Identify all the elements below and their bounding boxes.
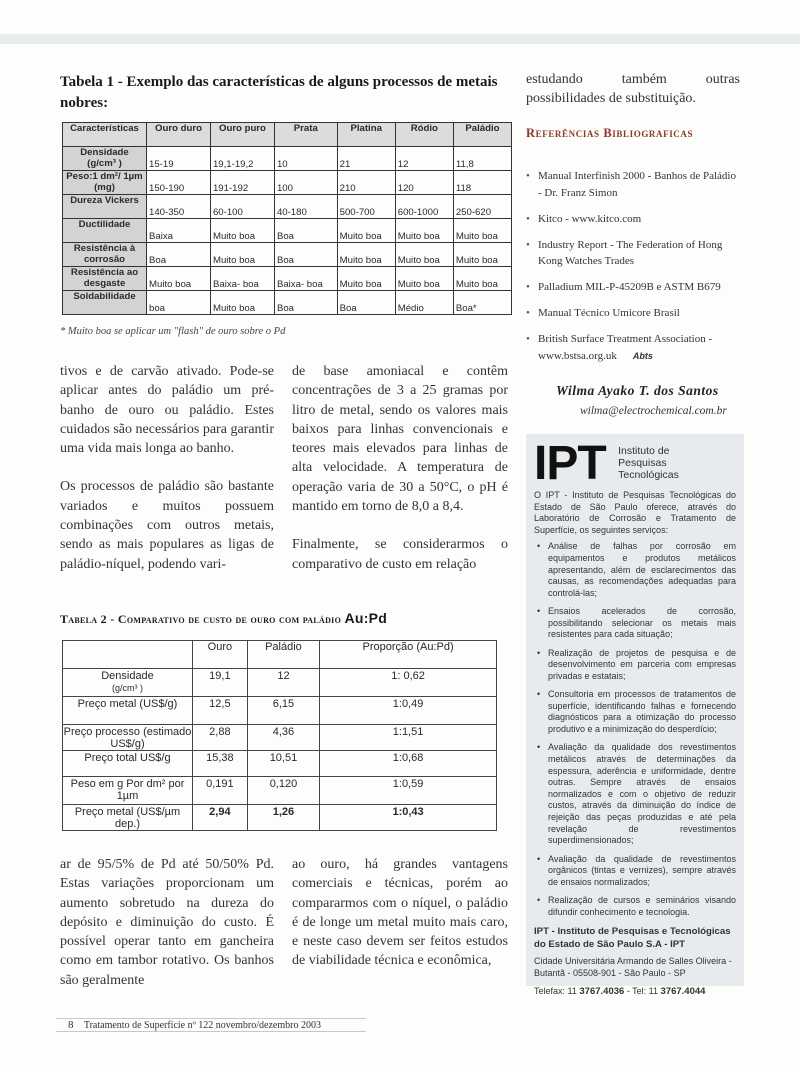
table2-row-label bbox=[63, 805, 193, 831]
table2-row-label bbox=[63, 751, 193, 777]
table1-header: Ródio bbox=[395, 123, 453, 147]
paragraph: Finalmente, se considerarmos o comparativo de custo em relação bbox=[292, 537, 508, 572]
table1-row-label: Dureza Vickers bbox=[63, 195, 147, 219]
table1-cell: Baixa- boa bbox=[274, 267, 337, 291]
table2-header: Paládio bbox=[247, 641, 319, 669]
ipt-service-item: • Realização de cursos e seminários visando difundir conhecimento e tecnologia. bbox=[534, 895, 736, 918]
table1-header: Paládio bbox=[453, 123, 511, 147]
table2-cell: 6,15 bbox=[247, 697, 319, 725]
ipt-tel-sep: - Tel: 11 bbox=[626, 986, 659, 997]
table2-row-label-sub: (g/cm³ ) bbox=[112, 683, 143, 693]
table2-cell: 2,94 bbox=[193, 805, 248, 831]
table1-cell: 10 bbox=[274, 147, 337, 171]
ipt-tel-number: 3767.4036 bbox=[579, 986, 625, 998]
ipt-institute-line: Tecnológicas bbox=[618, 469, 679, 481]
table2-row-label-text: Densidade bbox=[101, 670, 154, 682]
table1-cell: Muito boa bbox=[395, 267, 453, 291]
ipt-service-item: • Avaliação da qualidade de revestimentos orgânicos (tintas e vernizes), sempre através de ensaios normalizados; bbox=[534, 854, 736, 889]
ipt-service-item: • Consultoria em processos de tratamentos de superfície, identificando falhas e fornecendo diagnósticos para a otimização do processo produtivo e a minimização do desperdício; bbox=[534, 689, 736, 735]
ipt-service-item: • Ensaios acelerados de corrosão, possibilitando selecionar os metais mais resistentes para cada situação; bbox=[534, 606, 736, 641]
table1-cell: boa bbox=[147, 291, 211, 315]
table1-header: Ouro puro bbox=[210, 123, 274, 147]
references-heading: Referências Bibliograficas bbox=[526, 126, 694, 140]
table1-cell: Muito boa bbox=[337, 243, 395, 267]
table1-cell: 60-100 bbox=[210, 195, 274, 219]
ipt-institute-name bbox=[618, 445, 679, 481]
table1-cell: Boa bbox=[147, 243, 211, 267]
table2 bbox=[62, 640, 497, 831]
table1-cell: 210 bbox=[337, 171, 395, 195]
table1-cell: Boa bbox=[274, 219, 337, 243]
ipt-services bbox=[534, 541, 736, 918]
table2-cell: 4,36 bbox=[247, 725, 319, 751]
ipt-org-name: IPT - Instituto de Pesquisas e Tecnológicas do Estado de São Paulo S.A - IPT bbox=[534, 926, 731, 951]
ipt-service-item: • Avaliação da qualidade dos revestimentos metálicos através de determinações da espessura, aderência e uniformidade, dentre outras. Sempre através de ensaios normalizados e com o objetivo de reduzir custos, através da diminuição do índice de rejeição das peças produzidas e até pela revelação de revestimentos superdimensionados; bbox=[534, 742, 736, 846]
table2-row bbox=[63, 669, 497, 697]
paragraph: ao ouro, há grandes vantagens comerciais e técnicas, porém ao compararmos com o níquel, o paládio é de longe um metal muito mais caro, e neste caso devem ser feitos estudos de viabilidade técnica e econômica, bbox=[292, 857, 508, 969]
table1-header: Platina bbox=[337, 123, 395, 147]
table2-cell: 1:0,43 bbox=[320, 805, 497, 831]
table2-cell: 10,51 bbox=[247, 751, 319, 777]
reference-text: British Surface Treatment Association - www.bstsa.org.uk bbox=[538, 333, 713, 362]
ipt-address: Cidade Universitária Armando de Salles Oliveira - Butantã - 05508-901 - São Paulo - SP bbox=[534, 956, 732, 978]
table2-row bbox=[63, 751, 497, 777]
table1-row bbox=[63, 243, 512, 267]
table2-cell: 19,1 bbox=[193, 669, 248, 697]
table2-cell: 1:0,49 bbox=[320, 697, 497, 725]
ipt-phone bbox=[534, 985, 736, 998]
table1-row-label: Resistência à corrosão bbox=[63, 243, 147, 267]
table1-cell: 100 bbox=[274, 171, 337, 195]
table1-cell: 600-1000 bbox=[395, 195, 453, 219]
ipt-service-item: • Realização de projetos de pesquisa e de desenvolvimento em parceria com empresas privadas e estatais; bbox=[534, 648, 736, 683]
reference-item: • Kitco - www.kitco.com bbox=[526, 211, 740, 228]
table1-cell: Muito boa bbox=[337, 267, 395, 291]
table1-cell: 12 bbox=[395, 147, 453, 171]
table2-cell: 0,120 bbox=[247, 777, 319, 805]
table1-row bbox=[63, 195, 512, 219]
table2-row-label bbox=[63, 725, 193, 751]
ipt-header bbox=[534, 437, 736, 490]
table1-cell: Baixa bbox=[147, 219, 211, 243]
page-footer bbox=[56, 1018, 366, 1032]
table2-row-label-text: Preço total US$/g bbox=[84, 752, 171, 764]
table2-title-suffix: Au:Pd bbox=[344, 610, 388, 626]
table2-row-label-text: Peso em g Por dm² por 1µm bbox=[70, 778, 185, 802]
table2-cell: 12,5 bbox=[193, 697, 248, 725]
table1-cell: 40-180 bbox=[274, 195, 337, 219]
table1-cell: Muito boa bbox=[395, 219, 453, 243]
table2-title bbox=[60, 610, 387, 627]
ipt-tel-label: Telefax: 11 bbox=[534, 986, 577, 997]
ipt-box bbox=[526, 434, 744, 998]
table1-cell: Boa bbox=[274, 243, 337, 267]
table2-cell: 1:0,68 bbox=[320, 751, 497, 777]
table2-cell: 1,26 bbox=[247, 805, 319, 831]
table1-cell: 15-19 bbox=[147, 147, 211, 171]
table2-header: Proporção (Au:Pd) bbox=[320, 641, 497, 669]
table2-header: Ouro bbox=[193, 641, 248, 669]
reference-item: • Manual Técnico Umicore Brasil bbox=[526, 305, 740, 322]
column1-top bbox=[60, 362, 274, 574]
table1-cell: Boa bbox=[274, 291, 337, 315]
table1-cell: 250-620 bbox=[453, 195, 511, 219]
table1-cell: 191-192 bbox=[210, 171, 274, 195]
column2-bottom bbox=[292, 855, 508, 971]
reference-item bbox=[526, 331, 740, 364]
page-number: 8 bbox=[68, 1019, 74, 1031]
table1-row bbox=[63, 267, 512, 291]
table2-cell: 1: 0,62 bbox=[320, 669, 497, 697]
table1-footnote: * Muito boa se aplicar um "flash" de ouro sobre o Pd bbox=[60, 326, 286, 337]
table2-header bbox=[63, 641, 193, 669]
table2-row-label bbox=[63, 669, 193, 697]
table2-cell: 2,88 bbox=[193, 725, 248, 751]
table1-row-label: Ductilidade bbox=[63, 219, 147, 243]
table1-cell: 118 bbox=[453, 171, 511, 195]
table1 bbox=[62, 122, 512, 315]
table2-row-label-text: Preço metal (US$/g) bbox=[77, 698, 178, 710]
table1-cell: 120 bbox=[395, 171, 453, 195]
table1-title: Tabela 1 - Exemplo das características de alguns processos de metais nobres: bbox=[60, 74, 498, 111]
reference-item: • Palladium MIL-P-45209B e ASTM B679 bbox=[526, 279, 740, 296]
reference-item: • Industry Report - The Federation of Hong Kong Watches Trades bbox=[526, 237, 740, 270]
table1-row bbox=[63, 291, 512, 315]
table2-row-label-text: Preço processo (estimado US$/g) bbox=[63, 726, 192, 750]
table1-row-label: Soldabilidade bbox=[63, 291, 147, 315]
author-name: Wilma Ayako T. dos Santos bbox=[556, 383, 719, 398]
table2-title-text: Tabela 2 - Comparativo de custo de ouro com paládio bbox=[60, 612, 342, 626]
references-list bbox=[526, 168, 740, 374]
table2-row bbox=[63, 697, 497, 725]
table2-cell: 1:0,59 bbox=[320, 777, 497, 805]
ipt-institute-line: Instituto de bbox=[618, 445, 670, 457]
table1-cell: 150-190 bbox=[147, 171, 211, 195]
table2-row bbox=[63, 777, 497, 805]
author-email: wilma@electrochemical.com.br bbox=[580, 405, 727, 417]
ipt-tel-number: 3767.4044 bbox=[660, 986, 706, 998]
table1-row bbox=[63, 219, 512, 243]
table1-cell: Muito boa bbox=[210, 219, 274, 243]
table1-cell: 19,1-19,2 bbox=[210, 147, 274, 171]
table1-cell: Muito boa bbox=[453, 219, 511, 243]
paragraph: de base amoniacal e contêm concentrações de 3 a 25 gramas por litro de metal, sendo os valores mais baixos para linhas convencionais e teores mais elevados para linhas de alta velocidade. A temperatura de operação varia de 30 a 50°C, o pH é mantido em torno de 8,0 a 8,4. bbox=[292, 364, 508, 515]
table1-cell: Médio bbox=[395, 291, 453, 315]
right-intro-text: estudando também outras possibilidades de substituição. bbox=[526, 72, 740, 106]
top-band bbox=[0, 34, 800, 44]
ipt-service-item: • Análise de falhas por corrosão em equipamentos e produtos metálicos apresentando, além de esclarecimentos das causas, as recomendações adequadas para controlá-las; bbox=[534, 541, 736, 599]
table1-cell: Boa bbox=[337, 291, 395, 315]
paragraph: tivos e de carvão ativado. Pode-se aplicar antes do paládio um pré-banho de ouro ou paládio. Estes cuidados são necessários para garantir uma vida mais longa ao banho. bbox=[60, 364, 274, 457]
table1-cell: Muito boa bbox=[453, 267, 511, 291]
table1-cell: Muito boa bbox=[147, 267, 211, 291]
table1-header: Características bbox=[63, 123, 147, 147]
ipt-logo: IPT bbox=[534, 437, 606, 490]
table2-cell: 1:1,51 bbox=[320, 725, 497, 751]
column1-bottom bbox=[60, 855, 274, 990]
table1-cell: Baixa- boa bbox=[210, 267, 274, 291]
table1-row bbox=[63, 171, 512, 195]
abts-logo: Abts bbox=[632, 350, 653, 361]
table1-header: Ouro duro bbox=[147, 123, 211, 147]
table2-cell: 0,191 bbox=[193, 777, 248, 805]
table2-cell: 15,38 bbox=[193, 751, 248, 777]
table2-row-label bbox=[63, 697, 193, 725]
table1-row-label: Densidade (g/cm³ ) bbox=[63, 147, 147, 171]
table1-cell: 500-700 bbox=[337, 195, 395, 219]
table1-cell: Muito boa bbox=[210, 243, 274, 267]
reference-item: • Manual Interfinish 2000 - Banhos de Paládio - Dr. Franz Simon bbox=[526, 168, 740, 201]
table2-row-label-text: Preço metal (US$/µm dep.) bbox=[74, 806, 181, 830]
table1-cell: Muito boa bbox=[337, 219, 395, 243]
paragraph: ar de 95/5% de Pd até 50/50% Pd. Estas variações proporcionam um aumento sobretudo na dureza do depósito e diminuição do custo. É possível operar tanto em gancheira como em tambor rotativo. Os banhos são geralmente bbox=[60, 857, 274, 988]
table1-cell: Boa* bbox=[453, 291, 511, 315]
table2-cell: 12 bbox=[247, 669, 319, 697]
table1-row bbox=[63, 147, 512, 171]
table1-row-label: Resistência ao desgaste bbox=[63, 267, 147, 291]
table1-row-label: Peso:1 dm²/ 1µm (mg) bbox=[63, 171, 147, 195]
column2-top bbox=[292, 362, 508, 574]
table1-cell: 21 bbox=[337, 147, 395, 171]
table2-row bbox=[63, 725, 497, 751]
table1-header: Prata bbox=[274, 123, 337, 147]
table2-row bbox=[63, 805, 497, 831]
ipt-institute-line: Pesquisas bbox=[618, 457, 667, 469]
paragraph: Os processos de paládio são bastante variados e muitos possuem combinações com outros metais, sendo as mais populares as ligas de paládio-níquel, podendo vari- bbox=[60, 479, 274, 572]
table2-row-label bbox=[63, 777, 193, 805]
table1-cell: Muito boa bbox=[395, 243, 453, 267]
table1-cell: 140-350 bbox=[147, 195, 211, 219]
table1-cell: Muito boa bbox=[210, 291, 274, 315]
footer-text: Tratamento de Superfície nº 122 novembro/dezembro 2003 bbox=[83, 1020, 321, 1031]
ipt-intro: O IPT - Instituto de Pesquisas Tecnológicas do Estado de São Paulo oferece, através do Laboratório de Corrosão e Tratamento de Superfície, os seguintes serviços: bbox=[534, 490, 736, 535]
table1-cell: 11,8 bbox=[453, 147, 511, 171]
table1-cell: Muito boa bbox=[453, 243, 511, 267]
